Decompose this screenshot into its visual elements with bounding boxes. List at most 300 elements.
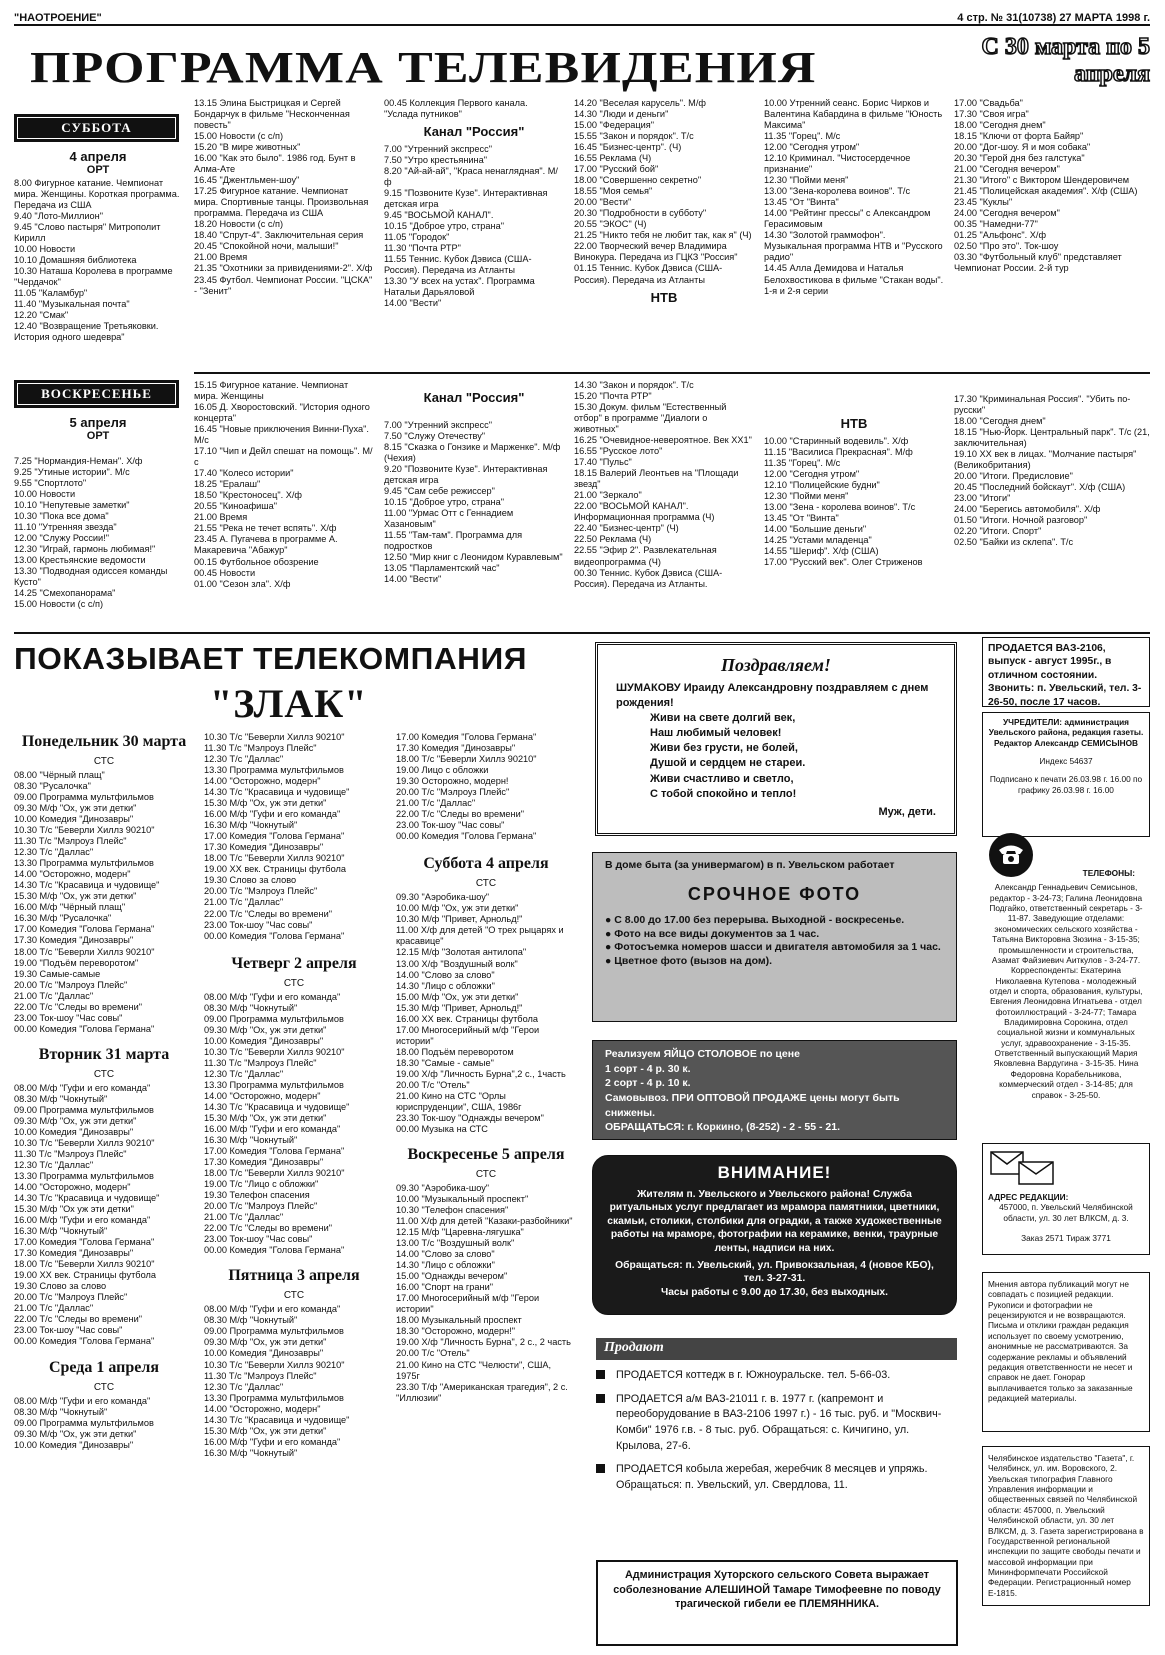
- program-item: 16.45 "Джентльмен-шоу": [194, 175, 300, 186]
- program-item: 14.00 "Рейтинг прессы" с Александром Герасимовым: [764, 208, 931, 230]
- classifieds-header: Продают: [596, 1338, 957, 1360]
- program-item: 13.30 Программа мультфильмов: [14, 1171, 154, 1181]
- program-item: 12.30 Т/с "Даллас": [14, 1159, 94, 1170]
- program-item: 02.50 "Про это". Ток-шоу: [954, 241, 1059, 252]
- saturday-russia-column: [384, 98, 564, 309]
- program-item: 23.00 Ток-шоу "Час совы": [14, 1325, 123, 1336]
- program-item: 01.25 "Альфонс". Х/ф: [954, 230, 1047, 241]
- program-item: 14.30 "Закон и порядок". Т/с: [574, 380, 694, 390]
- newspaper-name: "НАОТРОЕНИЕ": [14, 12, 102, 24]
- program-item: 11.30 Т/с "Мэлроуз Плейс": [204, 1370, 317, 1381]
- program-item: 16.30 М/ф "Чокнутый": [204, 1135, 298, 1145]
- program-item: 20.00 Т/с "Мэлроуз Плейс": [14, 979, 128, 990]
- program-item: 23.00 "Итоги": [954, 493, 1011, 504]
- program-item: 11.30 Т/с "Мэлроуз Плейс": [204, 743, 317, 754]
- program-item: 14.00 "Осторожно, модерн": [14, 1182, 131, 1193]
- program-item: 09.30 М/ф "Ох, уж эти детки": [14, 803, 137, 814]
- program-item: 11.55 "Там-там". Программа для подростков: [384, 529, 523, 551]
- program-item: 19.00 Х/ф "Личность Бурна", 2 с., 2 часть: [396, 1337, 571, 1348]
- program-list: [14, 1396, 194, 1451]
- program-item: 21.00 Кино на СТС "Орлы юриспруденции", США, 1986г: [396, 1090, 522, 1112]
- program-item: 14.00 "Осторожно, модерн": [204, 776, 321, 787]
- publisher-box: Челябинское издательство "Газета", г. Челябинск, ул. им. Воровского, 2. Увельская типография Главного Управления информации и общественных связей по Челябинской области: 457000, п. Увельский Челябинской области, ул. 30 лет ВЛКСМ, д. 3. Газета зарегистрирована в Государственной региональной инспекции по защите свободы печати и массовой информации при Мининформпечати Российской Федерации. Регистрационный номер Е-1815.: [982, 1446, 1150, 1606]
- program-item: 21.00 "Зеркало": [574, 490, 642, 501]
- monday-heading: Понедельник 30 марта: [21, 733, 187, 750]
- program-item: 13.00 "Зена-королева воинов". Т/с: [764, 186, 911, 197]
- program-item: 13.05 "Парламентский час": [384, 563, 500, 573]
- program-item: 16.30 М/ф "Чокнутый": [14, 1226, 108, 1237]
- program-item: 10.30 Т/с "Беверли Хиллз 90210": [14, 825, 155, 836]
- program-item: 18.15 "Ключи от форта Байяр": [954, 131, 1084, 142]
- program-item: 15.20 "Почта РТР": [574, 391, 652, 402]
- photo-ad-item: ● С 8.00 до 17.00 без перерыва. Выходной - воскресенье.: [605, 914, 905, 927]
- program-item: 10.15 "Доброе утро, страна": [384, 220, 504, 231]
- program-item: 13.45 "От "Винта": [764, 197, 839, 208]
- program-item: 20.00 Т/с "Мэлроуз Плейс": [396, 787, 510, 798]
- greeting-title: Поздравляем!: [721, 655, 831, 675]
- program-item: 10.00 Утренний сеанс. Борис Чирков и Валентина Кабардина в фильме "Юность Максима": [764, 98, 943, 131]
- program-item: 13.30 Программа мультфильмов: [14, 858, 154, 869]
- program-list: [14, 1083, 194, 1348]
- program-item: 18.00 "Сегодня днем": [954, 416, 1046, 427]
- program-item: 11.55 Теннис. Кубок Дэвиса (США-Россия). Передача из Атланты: [384, 253, 532, 275]
- program-item: 7.25 "Нормандия-Неман". Х/ф: [14, 455, 143, 466]
- program-item: 15.15 Фигурное катание. Чемпионат мира. Женщины: [194, 380, 349, 402]
- zlak-column-2: [204, 732, 384, 1459]
- program-item: 17.30 Комедия "Динозавры": [14, 1248, 134, 1259]
- program-item: 00.45 Новости: [194, 567, 256, 578]
- program-item: 8.00 Фигурное катание. Чемпионат мира. Женщины. Короткая программа. Передача из США: [14, 177, 180, 211]
- program-list: [204, 732, 384, 942]
- program-item: 14.30 Т/с "Красавица и чудовище": [204, 787, 350, 798]
- ctc-label: СТС: [283, 1290, 305, 1302]
- program-item: 24.00 "Сегодня вечером": [954, 208, 1060, 219]
- program-list: [954, 394, 1150, 548]
- program-item: 20.55 "ЭКОС" (Ч): [574, 219, 647, 230]
- program-item: 00.00 Комедия "Голова Германа": [14, 1023, 155, 1034]
- program-item: 16.00 М/ф "Гуфи и его команда": [204, 1436, 341, 1447]
- program-item: 19.10 ХХ век в лицах. "Молчание пастыря" (Великобритания): [954, 449, 1137, 471]
- program-item: 20.00 "Вести": [574, 197, 632, 208]
- condolence-notice: Администрация Хуторского сельского Совета выражает соболезнование АЛЕШИНОЙ Тамаре Тимофеевне по поводу трагической гибели ее ПЛЕМЯННИКА.: [596, 1560, 958, 1646]
- program-list: [194, 380, 374, 590]
- greeting-poem: [650, 711, 936, 802]
- program-item: 17.00 Комедия "Голова Германа": [204, 831, 345, 842]
- program-item: 22.55 "Эфир 2". Развлекательная видеопрограмма (Ч): [574, 545, 717, 567]
- program-item: 16.00 М/ф "Гуфи и его команда": [204, 1123, 341, 1134]
- program-item: 22.50 Реклама (Ч): [574, 534, 652, 545]
- program-item: 9.45 "Слово пастыря" Митрополит Кирилл: [14, 222, 161, 244]
- program-item: 15.20 "В мире животных": [194, 142, 301, 153]
- date-range: С 30 марта по 5 апреля: [981, 34, 1150, 87]
- program-list: [396, 1183, 576, 1404]
- bullet-square-icon: [596, 1464, 605, 1473]
- phones-text: Александр Геннадьевич Семисынов, редактор - 3-24-73; Галина Леонидовна Подгайко, ответственный секретарь - 3-11-87. Заведующие отделами: экономических сельского хозяйства - Татьяна Викторовна Зюзина - 3-15-35; промышленности и строительства, Азамат Файзиевич Аиткулов - 3-24-77. Корреспонденты: Екатерина Николаевна Кутепова - молодежный отдел и спорта, образования, культуры, Евгения Леонидовна Игнатьева - отдел фотоиллюстраций - 3-24-77; Тамара Владимировна Сорокина, отдел социальной жизни и коммунальных услуг, здравоохранение - 3-15-35. Ответственный выпускающий Мария Яковлевна Вардугина - 3-15-35. Нина Федоровна Корабельникова, коммерческий отдел - 3-14-85; для справок - 3-25-50.: [989, 882, 1143, 1100]
- program-item: 18.15 "Нью-Йорк. Центральный парк". Т/с (21, заключительная): [954, 427, 1150, 449]
- poem-line: Душой и сердцем не стареи.: [650, 757, 806, 770]
- program-item: 13.30 Программа мультфильмов: [204, 765, 344, 776]
- phones-title: ТЕЛЕФОНЫ:: [1082, 868, 1135, 878]
- program-item: 20.00 Т/с "Отель": [396, 1348, 470, 1359]
- program-item: 21.00 Кино на СТС "Челюсти", США, 1975г: [396, 1359, 552, 1381]
- wednesday-heading: Среда 1 апреля: [48, 1358, 160, 1376]
- program-item: 12.00 "Сегодня утром": [764, 142, 860, 153]
- program-item: 17.00 Комедия "Голова Германа": [14, 924, 155, 935]
- program-item: 20.30 "Подробности в субботу": [574, 208, 707, 219]
- program-item: 18.00 Т/с "Беверли Хиллз 90210": [14, 1259, 155, 1270]
- program-item: 19.00 Х/ф "Личность Бурна",2 с., 1часть: [396, 1068, 566, 1079]
- program-item: 18.00 Т/с "Беверли Хиллз 90210": [396, 754, 537, 765]
- program-item: 17.30 "Своя игра": [954, 109, 1029, 120]
- sunday-ntv-column: [764, 412, 944, 568]
- greeting-body: ШУМАКОВУ Ираиду Александровну поздравляем с днем рождения!: [616, 681, 929, 709]
- program-item: 01.00 "Сезон зла". Х/ф: [194, 578, 291, 589]
- program-item: 15.00 М/ф "Ох, уж эти детки": [396, 991, 519, 1002]
- program-item: 9.25 "Утиные истории". М/с: [14, 467, 130, 478]
- program-item: 09.30 М/ф "Ох, уж эти детки": [14, 1115, 137, 1126]
- founders-text: УЧРЕДИТЕЛИ: администрация Увельского района, редакция газеты. Редактор Александр СЕМИСЫНОВ: [988, 717, 1144, 748]
- classified-text: ПРОДАЕТСЯ кобыла жеребая, жеребчик 8 месяцев и упряжь. Обращаться: п. Увельский, ул. Свердлова, 11.: [616, 1463, 928, 1491]
- program-item: 14.00 "Слово за слово": [396, 1249, 495, 1260]
- program-item: 12.30 "Пойми меня": [764, 175, 849, 186]
- program-item: 19.00 "Подъём переворотом": [14, 957, 139, 968]
- program-item: 13.30 "Подводная одиссея команды Кусто": [14, 566, 168, 588]
- program-item: 08.00 М/ф "Гуфи и его команда": [14, 1082, 151, 1093]
- program-item: 11.00 "Урмас Отт с Геннадием Хазановым": [384, 507, 514, 529]
- program-item: 09.30 М/ф "Ох, уж эти детки": [14, 1428, 137, 1439]
- program-item: 12.00 "Служу России!": [14, 533, 109, 544]
- classified-item: [596, 1392, 958, 1455]
- program-item: 12.10 "Полицейские будни": [764, 479, 880, 490]
- photo-ad-title: СРОЧНОЕ ФОТО: [687, 883, 862, 904]
- program-item: 15.00 "Федерация": [574, 120, 655, 131]
- program-item: 13.00 Т/с "Воздушный волк": [396, 1238, 515, 1249]
- program-list: [396, 892, 576, 1135]
- program-item: 14.30 "Лицо с обложки": [396, 1260, 495, 1271]
- program-item: 21.25 "Никто тебя не любит так, как я" (Ч): [574, 230, 752, 241]
- program-item: 19.00 Т/с "Лицо с обложки": [204, 1179, 319, 1190]
- program-item: 17.30 Комедия "Динозавры": [204, 842, 324, 853]
- egg-ad-line: Самовывоз. ПРИ ОПТОВОЙ ПРОДАЖЕ цены могут быть снижены.: [605, 1092, 900, 1119]
- program-item: 19.00 ХХ век. Страницы футбола: [14, 1270, 156, 1281]
- zlak-column-1: [14, 728, 194, 1451]
- program-list: [204, 1304, 384, 1458]
- program-item: 18.15 Валерий Леонтьев на "Площади звезд": [574, 468, 739, 490]
- program-item: 11.15 "Василиса Прекрасная". М/ф: [764, 446, 913, 457]
- program-item: 18.00 Т/с "Беверли Хиллз 90210": [204, 1168, 345, 1179]
- program-item: 22.00 Т/с "Следы во времени": [14, 1314, 142, 1325]
- program-item: 14.30 Т/с "Красавица и чудовище": [14, 1193, 160, 1204]
- program-item: 16.45 "Бизнес-центр". (Ч): [574, 142, 682, 153]
- address-text: 457000, п. Увельский Челябинской области, ул. 30 лет ВЛКСМ, д. 3.: [999, 1202, 1133, 1223]
- program-item: 10.30 Т/с "Беверли Хиллз 90210": [204, 732, 345, 742]
- program-item: 7.00 "Утренний экспресс": [384, 143, 492, 154]
- program-item: 22.00 Т/с "Следы во времени": [14, 1001, 142, 1012]
- program-item: 9.45 "Сам себе режиссер": [384, 485, 495, 496]
- founders-box: [982, 712, 1150, 837]
- program-item: 22.00 Творческий вечер Владимира Винокура. Передача из ГЦКЗ "Россия": [574, 241, 738, 263]
- program-item: 17.30 Комедия "Динозавры": [396, 743, 516, 754]
- classified-text: ПРОДАЕТСЯ а/м ВАЗ-21011 г. в. 1977 г. (капремонт и переоборудование в ВАЗ-2106 1997 г.) - 16 тыс. руб. и "Москвич-Комби" 1976 г.в. - 8 тыс. руб. Обращаться: с. Кичигино, ул. Крылова, 27-6.: [616, 1392, 942, 1452]
- program-item: 13.45 "От "Винта": [764, 512, 839, 523]
- program-item: 14.45 Алла Демидова и Наталья Белохвостикова в фильме "Стакан воды". 1-я и 2-я серии: [764, 263, 944, 296]
- program-item: 20.00 "Итоги. Предисловие": [954, 471, 1073, 482]
- program-item: 22.00 Т/с "Следы во времени": [204, 908, 332, 919]
- sunday-orf-column: [14, 380, 182, 610]
- program-item: 15.30 М/ф "Ох уж эти детки": [14, 1204, 134, 1215]
- program-item: 16.55 Реклама (Ч): [574, 153, 652, 164]
- program-item: 08.30 М/ф "Чокнутый": [204, 1002, 298, 1013]
- program-item: 12.30 "Играй, гармонь любимая!": [14, 544, 156, 555]
- program-item: 11.30 Т/с "Мэлроуз Плейс": [14, 1148, 127, 1159]
- program-item: 02.20 "Итоги. Спорт": [954, 526, 1042, 537]
- program-item: 15.30 М/ф "Ох, уж эти детки": [204, 1425, 327, 1436]
- program-item: 7.00 "Утренний экспресс": [384, 419, 492, 430]
- program-item: 14.00 "Вести": [384, 574, 442, 585]
- program-item: 11.00 Х/ф для детей "Казаки-разбойники": [396, 1216, 573, 1227]
- sunday-zlak-heading: Воскресенье 5 апреля: [407, 1146, 565, 1163]
- program-item: 15.30 Докум. фильм "Естественный отбор" в программе "Диалоги о животных": [574, 402, 727, 435]
- program-item: 08.00 М/ф "Гуфи и его команда": [204, 991, 341, 1002]
- program-item: 23.30 Т/ф "Американская трагедия", 2 с. "Иллюзии": [396, 1381, 568, 1403]
- program-item: 19.30 Слово за слово: [14, 1281, 107, 1292]
- program-list: [194, 98, 374, 297]
- program-item: 11.35 "Горец". М/с: [764, 457, 841, 468]
- program-item: 15.55 "Закон и порядок". Т/с: [574, 131, 694, 142]
- program-item: 21.00 Время: [194, 252, 248, 263]
- program-item: 16.05 Д. Хворостовский. "История одного концерта": [194, 402, 370, 424]
- program-item: 13.15 Элина Быстрицкая и Сергей Бондарчук в фильме "Несконченная повесть": [194, 98, 350, 131]
- program-item: 14.00 "Вести": [384, 298, 442, 309]
- program-item: 09.00 Программа мультфильмов: [204, 1013, 344, 1024]
- program-item: 12.20 "Смак": [14, 310, 69, 321]
- program-item: 01.15 Теннис. Кубок Дэвиса (США-Россия). Передача из Атланты: [574, 263, 723, 285]
- program-item: 23.45 Футбол. Чемпионат России. "ЦСКА" - "Зенит": [194, 274, 373, 296]
- program-item: 10.30 "Пока все дома": [14, 511, 109, 522]
- program-item: 14.00 "Осторожно, модерн": [204, 1403, 321, 1414]
- program-item: 10.00 Комедия "Динозавры": [204, 1035, 324, 1046]
- program-item: 09.00 Программа мультфильмов: [204, 1326, 344, 1337]
- sunday-ntv-column-2: [954, 394, 1150, 548]
- telephone-icon: [988, 832, 1034, 880]
- program-item: 08.00 "Чёрный плащ": [14, 770, 105, 780]
- program-item: 14.00 "Большие деньги": [764, 523, 867, 534]
- saturday-zlak-heading: Суббота 4 апреля: [423, 855, 549, 873]
- sunday-russia-column: [384, 380, 564, 585]
- program-item: 17.40 "Колесо истории": [194, 468, 294, 479]
- program-item: 17.40 "Пульс": [574, 457, 632, 468]
- attention-hours: Часы работы с 9.00 до 17.30, без выходных.: [660, 1286, 889, 1298]
- classified-text: ПРОДАЕТСЯ коттедж в г. Южноуральске. тел. 5-66-03.: [616, 1369, 891, 1381]
- program-item: 14.25 "Смехопанорама": [14, 588, 116, 599]
- sunday-russia-column-2: [574, 380, 754, 590]
- program-item: 21.00 Т/с "Даллас": [396, 798, 476, 809]
- program-item: 23.00 Ток-шоу "Час совы": [204, 919, 313, 930]
- issue-info: 4 стр. № 31(10738) 27 МАРТА 1998 г.: [957, 12, 1150, 24]
- program-item: 13.30 Программа мультфильмов: [204, 1392, 344, 1403]
- program-item: 15.30 М/ф "Ох, уж эти детки": [204, 1112, 327, 1123]
- program-item: 00.00 Комедия "Голова Германа": [14, 1336, 155, 1347]
- program-item: 18.30 "Самые - самые": [396, 1057, 494, 1068]
- program-item: 08.00 М/ф "Гуфи и его команда": [14, 1395, 151, 1406]
- program-item: 10.00 Комедия "Динозавры": [14, 1439, 134, 1450]
- program-item: 08.30 М/ф "Чокнутый": [14, 1093, 108, 1104]
- program-list: [14, 456, 182, 610]
- program-item: 24.00 "Берегись автомобиля". Х/ф: [954, 504, 1101, 515]
- saturday-header: СУББОТА: [14, 114, 179, 142]
- program-item: 12.30 Т/с "Даллас": [204, 754, 284, 765]
- program-item: 23.00 Ток-шоу "Час совы": [14, 1012, 123, 1023]
- channel-ntv-heading: НТВ: [650, 289, 678, 305]
- zlak-name: "ЗЛАК": [210, 681, 368, 726]
- print-signed: Подписано к печати 26.03.98 г. 16.00 по графику 26.03.98 г. 16.00: [989, 774, 1143, 795]
- egg-ad-line: Реализуем ЯЙЦО СТОЛОВОЕ по цене: [605, 1048, 800, 1060]
- program-item: 15.00 Новости (с с/п): [14, 599, 104, 610]
- program-list: [14, 178, 182, 343]
- program-item: 8.20 "Ай-ай-ай", "Краса ненаглядная". М/ф: [384, 165, 558, 187]
- program-item: 17.00 "Свадьба": [954, 98, 1023, 108]
- program-item: 13.30 Программа мультфильмов: [204, 1079, 344, 1090]
- address-box: [982, 1143, 1150, 1255]
- program-item: 17.30 "Криминальная Россия". "Убить по-русски": [954, 394, 1131, 416]
- program-item: 18.00 Т/с "Беверли Хиллз 90210": [204, 853, 345, 864]
- program-item: 23.30 Ток-шоу "Однажды вечером": [396, 1112, 544, 1123]
- program-item: 13.00 Крестьянские ведомости: [14, 555, 146, 566]
- photo-ad-item: ● Фото на все виды документов за 1 час.: [605, 927, 820, 940]
- channel-russia-heading: Канал "Россия": [423, 124, 525, 140]
- ctc-label: СТС: [283, 977, 305, 989]
- program-item: 19.30 Осторожно, модерн!: [396, 776, 509, 787]
- egg-sale-ad: [592, 1040, 957, 1140]
- program-item: 09.00 Программа мультфильмов: [14, 1417, 154, 1428]
- program-list: [396, 732, 576, 842]
- program-item: 19.00 ХХ век. Страницы футбола: [204, 864, 346, 875]
- program-item: 11.05 "Каламбур": [14, 288, 88, 299]
- thursday-heading: Четверг 2 апреля: [231, 954, 357, 972]
- program-item: 14.00 "Осторожно, модерн": [204, 1090, 321, 1101]
- program-item: 14.30 "Люди и деньги": [574, 109, 669, 120]
- saturday-ntv-column-2: [954, 98, 1150, 275]
- program-item: 16.00 М/ф "Гуфи и его команда": [14, 1215, 151, 1226]
- program-item: 13.30 "У всех на устах". Программа Натальи Дарьяловой: [384, 276, 535, 298]
- program-item: 21.00 Время: [194, 512, 248, 523]
- program-item: 23.45 А. Пугачева в программе А. Макаревича "Абажур": [194, 534, 338, 556]
- photo-ad-intro: В доме быта (за универмагом) в п. Увельском работает: [605, 859, 895, 871]
- program-item: 15.30 М/ф "Ох, уж эти детки": [204, 798, 327, 809]
- program-item: 14.30 "Лицо с обложки": [396, 980, 495, 991]
- saturday-ntv-column: [764, 98, 944, 297]
- program-item: 12.00 "Сегодня утром": [764, 468, 860, 479]
- sunday-orf-column-2: [194, 380, 374, 590]
- page-header-bar: [14, 12, 1150, 26]
- program-item: 10.30 Наташа Королева в программе "Чердачок": [14, 266, 173, 288]
- program-item: 21.00 Т/с "Даллас": [14, 990, 94, 1001]
- program-item: 13.00 "Зена - королева воинов". Т/с: [764, 501, 916, 512]
- program-item: 18.20 Новости (с с/п): [194, 219, 284, 230]
- program-item: 11.05 "Городок": [384, 231, 450, 242]
- program-item: 19.30 Самые-самые: [14, 968, 101, 979]
- program-list: [384, 98, 564, 120]
- program-list: [764, 98, 944, 297]
- program-item: 08.30 М/ф "Чокнутый": [14, 1406, 108, 1417]
- saturday-russia-column-2: [574, 98, 754, 309]
- ctc-label: СТС: [475, 1169, 497, 1180]
- program-item: 10.00 М/ф "Ох, уж эти детки": [396, 903, 519, 914]
- program-item: 9.40 "Лото-Миллион": [14, 211, 103, 222]
- program-item: 10.00 Комедия "Динозавры": [204, 1348, 324, 1359]
- egg-ad-line: 1 сорт - 4 р. 30 к.: [605, 1062, 691, 1075]
- program-item: 09.30 "Аэробика-шоу": [396, 1183, 490, 1193]
- program-item: 10.30 Т/с "Беверли Хиллз 90210": [14, 1137, 155, 1148]
- program-item: 12.15 М/ф "Золотая антилопа": [396, 947, 527, 958]
- program-item: 12.40 "Возвращение Третьяковки. История одного шедевра": [14, 321, 159, 343]
- program-item: 21.35 "Охотники за привидениями-2". Х/ф: [194, 263, 373, 274]
- program-item: 21.00 Т/с "Даллас": [204, 1212, 284, 1223]
- program-item: 7.50 "Служу Отечеству": [384, 430, 486, 441]
- program-item: 11.35 "Горец". М/с: [764, 131, 841, 142]
- program-item: 12.15 М/ф "Царевна-лягушка": [396, 1227, 524, 1238]
- program-item: 10.00 Новости: [14, 489, 76, 500]
- program-item: 22.40 "Бизнес-центр" (Ч): [574, 523, 679, 534]
- program-item: 10.00 Новости: [14, 244, 76, 255]
- program-item: 17.00 Многосерийный м/ф "Герои истории": [396, 1024, 540, 1046]
- classified-item: [596, 1368, 958, 1384]
- program-item: 21.55 "Река не течет вспять". Х/ф: [194, 523, 337, 534]
- program-item: 7.50 "Утро крестьянина": [384, 154, 487, 165]
- program-item: 17.00 "Русский бой": [574, 164, 659, 175]
- program-item: 14.00 "Слово за слово": [396, 969, 495, 980]
- program-item: 20.00 Т/с "Мэлроуз Плейс": [204, 1201, 318, 1212]
- program-item: 16.45 "Новые приключения Винни-Пуха". М/с: [194, 424, 369, 446]
- program-item: 20.55 "Киноафиша": [194, 501, 278, 512]
- classified-item: [596, 1462, 958, 1493]
- program-item: 01.50 "Итоги. Ночной разговор": [954, 515, 1088, 526]
- program-item: 00.15 Футбольное обозрение: [194, 556, 319, 567]
- program-item: 18.00 "Совершенно секретно": [574, 175, 702, 186]
- divider: [194, 372, 1150, 374]
- saturday-channel: ОРТ: [86, 163, 110, 176]
- program-list: [384, 144, 564, 309]
- ctc-label: СТС: [93, 1068, 115, 1080]
- program-item: 18.00 Музыкальный проспект: [396, 1315, 522, 1326]
- program-list: [574, 98, 754, 286]
- egg-ad-lines: [605, 1047, 944, 1135]
- attention-address: Обращаться: п. Увельский, ул. Привокзальная, 4 (новое КБО), тел. 3-27-31.: [615, 1259, 934, 1285]
- saturday-date: 4 апреля: [69, 148, 127, 164]
- program-item: 16.00 ХХ век. Страницы футбола: [396, 1013, 538, 1024]
- program-item: 23.00 Ток-шоу "Час совы": [396, 820, 505, 831]
- program-item: 00.35 "Намедни-77": [954, 219, 1038, 230]
- program-item: 10.00 Комедия "Динозавры": [14, 814, 134, 825]
- ctc-label: СТС: [93, 756, 115, 767]
- zlak-column-3: [396, 732, 576, 1404]
- zlak-heading: ПОКАЗЫВАЕТ ТЕЛЕКОМПАНИЯ: [14, 641, 528, 676]
- page-title: ПРОГРАММА ТЕЛЕВИДЕНИЯ: [30, 43, 817, 92]
- program-item: 11.30 Т/с "Мэлроуз Плейс": [204, 1057, 317, 1068]
- attention-title: ВНИМАНИЕ!: [717, 1163, 832, 1182]
- program-item: 11.30 Т/с "Мэлроуз Плейс": [14, 836, 127, 847]
- program-item: 03.30 "Футбольный клуб" представляет Чемпионат России. 2-й тур: [954, 252, 1122, 274]
- poem-line: Живи без грусти, не болей,: [650, 742, 798, 755]
- sunday-date: 5 апреля: [69, 414, 127, 430]
- program-item: 15.30 М/ф "Ох, уж эти детки": [14, 891, 137, 902]
- program-item: 10.10 Домашняя библиотека: [14, 255, 137, 266]
- order-circulation: Заказ 2571 Тираж 3771: [1021, 1233, 1111, 1244]
- program-item: 16.55 "Русское лото": [574, 446, 663, 457]
- program-item: 17.10 "Чип и Дейл спешат на помощь". М/с: [194, 446, 373, 468]
- program-item: 09.30 "Аэробика-шоу": [396, 892, 490, 903]
- program-item: 15.00 "Однажды вечером": [396, 1271, 508, 1282]
